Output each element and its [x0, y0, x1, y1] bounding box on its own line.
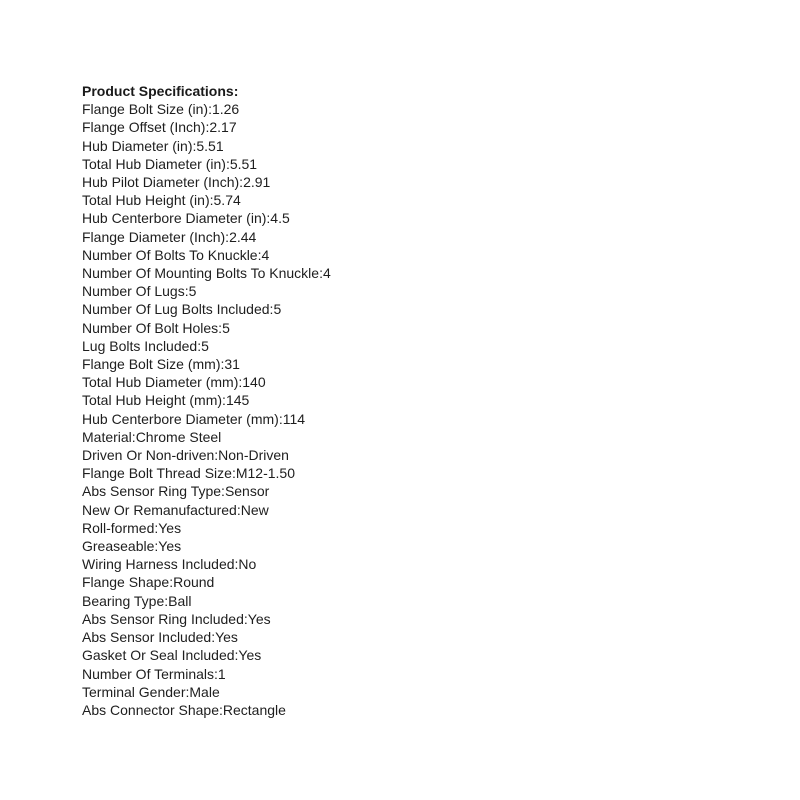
- spec-row: [82, 300, 722, 318]
- spec-label: Lug Bolts Included: [82, 337, 198, 354]
- spec-label: Total Hub Diameter (in): [82, 155, 226, 172]
- spec-colon: :: [131, 428, 136, 445]
- spec-row: [82, 173, 722, 191]
- spec-value: 2.44: [229, 228, 257, 245]
- spec-colon: :: [164, 592, 169, 609]
- spec-label: Flange Offset (Inch): [82, 119, 206, 136]
- spec-value: Sensor: [224, 483, 270, 500]
- spec-value: 4: [261, 246, 270, 263]
- spec-value: Yes: [238, 647, 262, 664]
- spec-row: [82, 482, 722, 500]
- spec-colon: :: [211, 629, 216, 646]
- spec-row: [82, 501, 722, 519]
- spec-value: 145: [225, 392, 250, 409]
- spec-colon: :: [234, 647, 239, 664]
- spec-colon: :: [238, 374, 243, 391]
- spec-label: Bearing Type: [82, 592, 165, 609]
- spec-label: New Or Remanufactured: [82, 501, 237, 518]
- spec-value: New: [240, 501, 269, 518]
- spec-colon: :: [278, 410, 283, 427]
- spec-label: Driven Or Non-driven: [82, 447, 215, 464]
- spec-label: Abs Sensor Ring Included: [82, 610, 244, 627]
- spec-colon: :: [218, 701, 223, 718]
- spec-value: 4: [322, 265, 331, 282]
- specifications-list: [82, 100, 722, 719]
- spec-row: [82, 155, 722, 173]
- spec-value: Yes: [158, 519, 182, 536]
- spec-value: Chrome Steel: [135, 428, 222, 445]
- spec-value: 5.74: [213, 192, 241, 209]
- spec-label: Number Of Mounting Bolts To Knuckle: [82, 265, 320, 282]
- spec-value: Yes: [215, 629, 238, 646]
- spec-row: [82, 264, 722, 282]
- spec-label: Abs Sensor Included: [82, 629, 212, 646]
- spec-colon: :: [269, 301, 274, 318]
- spec-row: [82, 446, 722, 464]
- product-specifications-section: [82, 82, 722, 719]
- spec-colon: :: [208, 101, 212, 118]
- spec-label: Abs Sensor Ring Type: [82, 483, 222, 500]
- spec-row: [82, 628, 722, 646]
- spec-value: Male: [189, 683, 220, 700]
- spec-colon: :: [239, 174, 244, 191]
- spec-row: [82, 100, 722, 118]
- spec-colon: :: [154, 538, 159, 555]
- spec-row: [82, 319, 722, 337]
- spec-row: [82, 410, 722, 428]
- spec-label: Wiring Harness Included: [82, 556, 235, 573]
- spec-label: Flange Shape: [82, 574, 170, 591]
- spec-colon: :: [266, 210, 271, 227]
- spec-value: Yes: [247, 610, 271, 627]
- spec-label: Hub Centerbore Diameter (mm): [82, 410, 279, 427]
- spec-colon: :: [184, 283, 189, 300]
- spec-value: 140: [242, 374, 266, 391]
- spec-value: 2.91: [243, 174, 271, 191]
- spec-label: Number Of Bolts To Knuckle: [82, 246, 258, 263]
- spec-label: Total Hub Height (in): [82, 192, 210, 209]
- spec-colon: :: [205, 119, 210, 136]
- spec-label: Abs Connector Shape: [82, 701, 219, 718]
- spec-row: [82, 573, 722, 591]
- spec-row: [82, 282, 722, 300]
- spec-label: Hub Diameter (in): [82, 137, 193, 154]
- spec-value: Yes: [158, 538, 182, 555]
- spec-label: Total Hub Height (mm): [82, 392, 223, 409]
- spec-row: [82, 337, 722, 355]
- spec-row: [82, 701, 722, 719]
- spec-value: M12-1.50: [235, 465, 295, 482]
- spec-label: Number Of Bolt Holes: [82, 319, 219, 336]
- spec-value: 5.51: [196, 137, 224, 154]
- spec-row: [82, 373, 722, 391]
- spec-value: Non-Driven: [218, 447, 289, 464]
- spec-row: [82, 191, 722, 209]
- spec-row: [82, 537, 722, 555]
- spec-value: No: [238, 556, 257, 573]
- spec-colon: :: [222, 392, 226, 409]
- spec-label: Number Of Lug Bolts Included: [82, 301, 270, 318]
- spec-row: [82, 228, 722, 246]
- spec-label: Flange Bolt Size (in): [82, 101, 209, 118]
- spec-colon: :: [154, 519, 159, 536]
- spec-row: [82, 118, 722, 136]
- spec-value: 5: [201, 337, 209, 354]
- spec-colon: :: [169, 574, 174, 591]
- spec-colon: :: [185, 683, 190, 700]
- spec-label: Greaseable: [82, 538, 155, 555]
- spec-row: [82, 209, 722, 227]
- spec-label: Hub Centerbore Diameter (in): [82, 210, 267, 227]
- spec-colon: :: [220, 356, 225, 373]
- spec-value: 31: [224, 356, 240, 373]
- spec-colon: :: [197, 337, 202, 354]
- spec-label: Roll-formed: [82, 519, 155, 536]
- spec-colon: :: [225, 155, 230, 172]
- spec-colon: :: [218, 319, 223, 336]
- spec-label: Material: [82, 428, 132, 445]
- spec-value: 4.5: [270, 210, 290, 227]
- spec-value: 5.51: [229, 155, 258, 172]
- spec-value: 5: [188, 283, 197, 300]
- spec-row: [82, 428, 722, 446]
- spec-label: Terminal Gender: [82, 683, 186, 700]
- spec-row: [82, 355, 722, 373]
- spec-label: Gasket Or Seal Included: [82, 647, 235, 664]
- spec-label: Total Hub Diameter (mm): [82, 374, 239, 391]
- spec-row: [82, 391, 722, 409]
- spec-value: Rectangle: [222, 701, 286, 718]
- spec-colon: :: [214, 665, 218, 682]
- spec-colon: :: [236, 501, 241, 518]
- spec-label: Flange Diameter (Inch): [82, 228, 226, 245]
- spec-row: [82, 665, 722, 683]
- spec-label: Hub Pilot Diameter (Inch): [82, 174, 240, 191]
- spec-row: [82, 519, 722, 537]
- spec-row: [82, 246, 722, 264]
- spec-colon: :: [214, 447, 219, 464]
- spec-row: [82, 646, 722, 664]
- spec-row: [82, 592, 722, 610]
- spec-colon: :: [225, 228, 230, 245]
- spec-value: 1: [217, 665, 226, 682]
- spec-value: 5: [222, 319, 230, 336]
- spec-colon: :: [319, 265, 323, 282]
- spec-value: 114: [282, 410, 306, 427]
- spec-colon: :: [257, 246, 262, 263]
- spec-label: Number Of Lugs: [82, 283, 185, 300]
- spec-colon: :: [221, 483, 225, 500]
- spec-colon: :: [243, 610, 248, 627]
- spec-value: 1.26: [211, 101, 240, 118]
- spec-colon: :: [192, 137, 197, 154]
- spec-label: Flange Bolt Thread Size: [82, 465, 232, 482]
- spec-row: [82, 683, 722, 701]
- spec-label: Flange Bolt Size (mm): [82, 356, 221, 373]
- spec-value: Ball: [168, 592, 192, 609]
- spec-value: 5: [273, 301, 282, 318]
- spec-colon: :: [234, 556, 239, 573]
- specifications-heading: Product Specifications:: [82, 83, 239, 99]
- spec-value: Round: [173, 574, 215, 591]
- spec-row: [82, 464, 722, 482]
- spec-row: [82, 555, 722, 573]
- spec-row: [82, 137, 722, 155]
- spec-colon: :: [231, 465, 236, 482]
- spec-colon: :: [209, 192, 214, 209]
- spec-value: 2.17: [209, 119, 237, 136]
- spec-label: Number Of Terminals: [82, 665, 215, 682]
- spec-row: [82, 610, 722, 628]
